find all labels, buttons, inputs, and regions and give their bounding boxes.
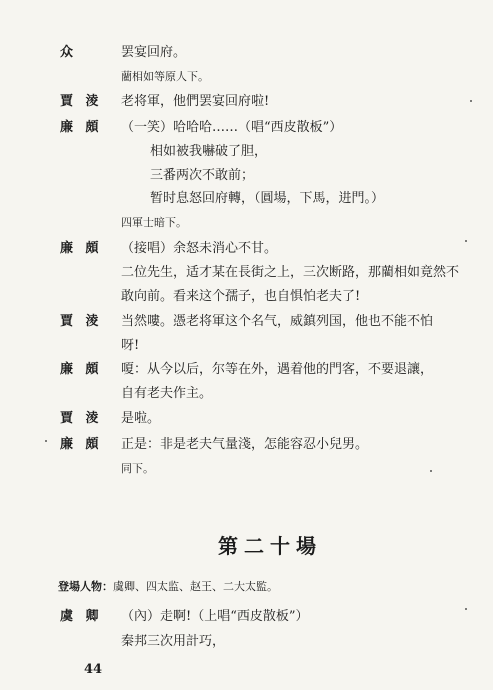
speaker-label: 廉 頗 (60, 437, 103, 452)
scan-speck (430, 470, 432, 472)
page-number: 44 (84, 662, 103, 677)
stage-direction: 藺相如等原人下。 (121, 70, 209, 83)
dialogue-line: 是啦。 (121, 411, 161, 426)
scan-speck (45, 440, 47, 442)
dialogue-line: （接唱）余怒未消心不甘。 (121, 241, 278, 256)
speaker-label: 廉 頗 (60, 120, 103, 135)
dialogue-line: （一笑）哈哈哈……（唱“西皮散板”） (121, 120, 343, 135)
cast-names: 虞卿、四太监、赵王、二大太監。 (113, 580, 278, 593)
stage-direction: 同下。 (121, 462, 154, 475)
dialogue-line: 老将軍，他們罢宴回府啦! (121, 94, 270, 109)
sung-verse: 秦邦三次用計巧， (121, 634, 226, 649)
speaker-label: 众 (60, 45, 78, 60)
speaker-label: 廉 頗 (60, 241, 103, 256)
dialogue-line: 正是：非是老夫气量淺，怎能容忍小兒男。 (121, 437, 369, 452)
cast-list (58, 580, 278, 594)
dialogue-line: 罢宴回府。 (121, 45, 187, 60)
dialogue-line: （內）走啊!（上唱“西皮散板”） (121, 609, 309, 624)
speaker-label: 廉 頗 (60, 362, 103, 377)
dialogue-line: 自有老夫作主。 (121, 386, 213, 401)
dialogue-line: 呀! (121, 338, 140, 353)
sung-verse: 三番两次不敢前； (150, 168, 255, 183)
stage-direction: 四軍士暗下。 (121, 216, 187, 229)
dialogue-line: 二位先生，适才某在長街之上，三次断路，那藺相如竟然不 (121, 265, 460, 280)
dialogue-line: 当然嘍。憑老将軍这个名气，威鎮列国，他也不能不怕 (121, 314, 434, 329)
scan-speck (465, 608, 467, 610)
speaker-label: 賈 淩 (60, 411, 103, 426)
sung-verse: 暂时息怒回府轉，（圓場，下馬，进門。） (150, 191, 385, 206)
scan-speck (465, 240, 467, 242)
sung-verse: 相如被我嚇破了胆， (150, 144, 268, 159)
scene-title: 第二十場 (218, 534, 322, 558)
dialogue-line: 敢向前。看来这个孺子，也自惧怕老夫了! (121, 289, 361, 304)
speaker-label: 賈 淩 (60, 314, 103, 329)
speaker-label: 虞 卿 (60, 609, 103, 624)
dialogue-line: 嗄：从今以后，尔等在外，遇着他的門客，不要退讓， (121, 362, 434, 377)
scan-speck (470, 100, 472, 102)
cast-label: 登場人物： (58, 580, 113, 593)
speaker-label: 賈 淩 (60, 94, 103, 109)
